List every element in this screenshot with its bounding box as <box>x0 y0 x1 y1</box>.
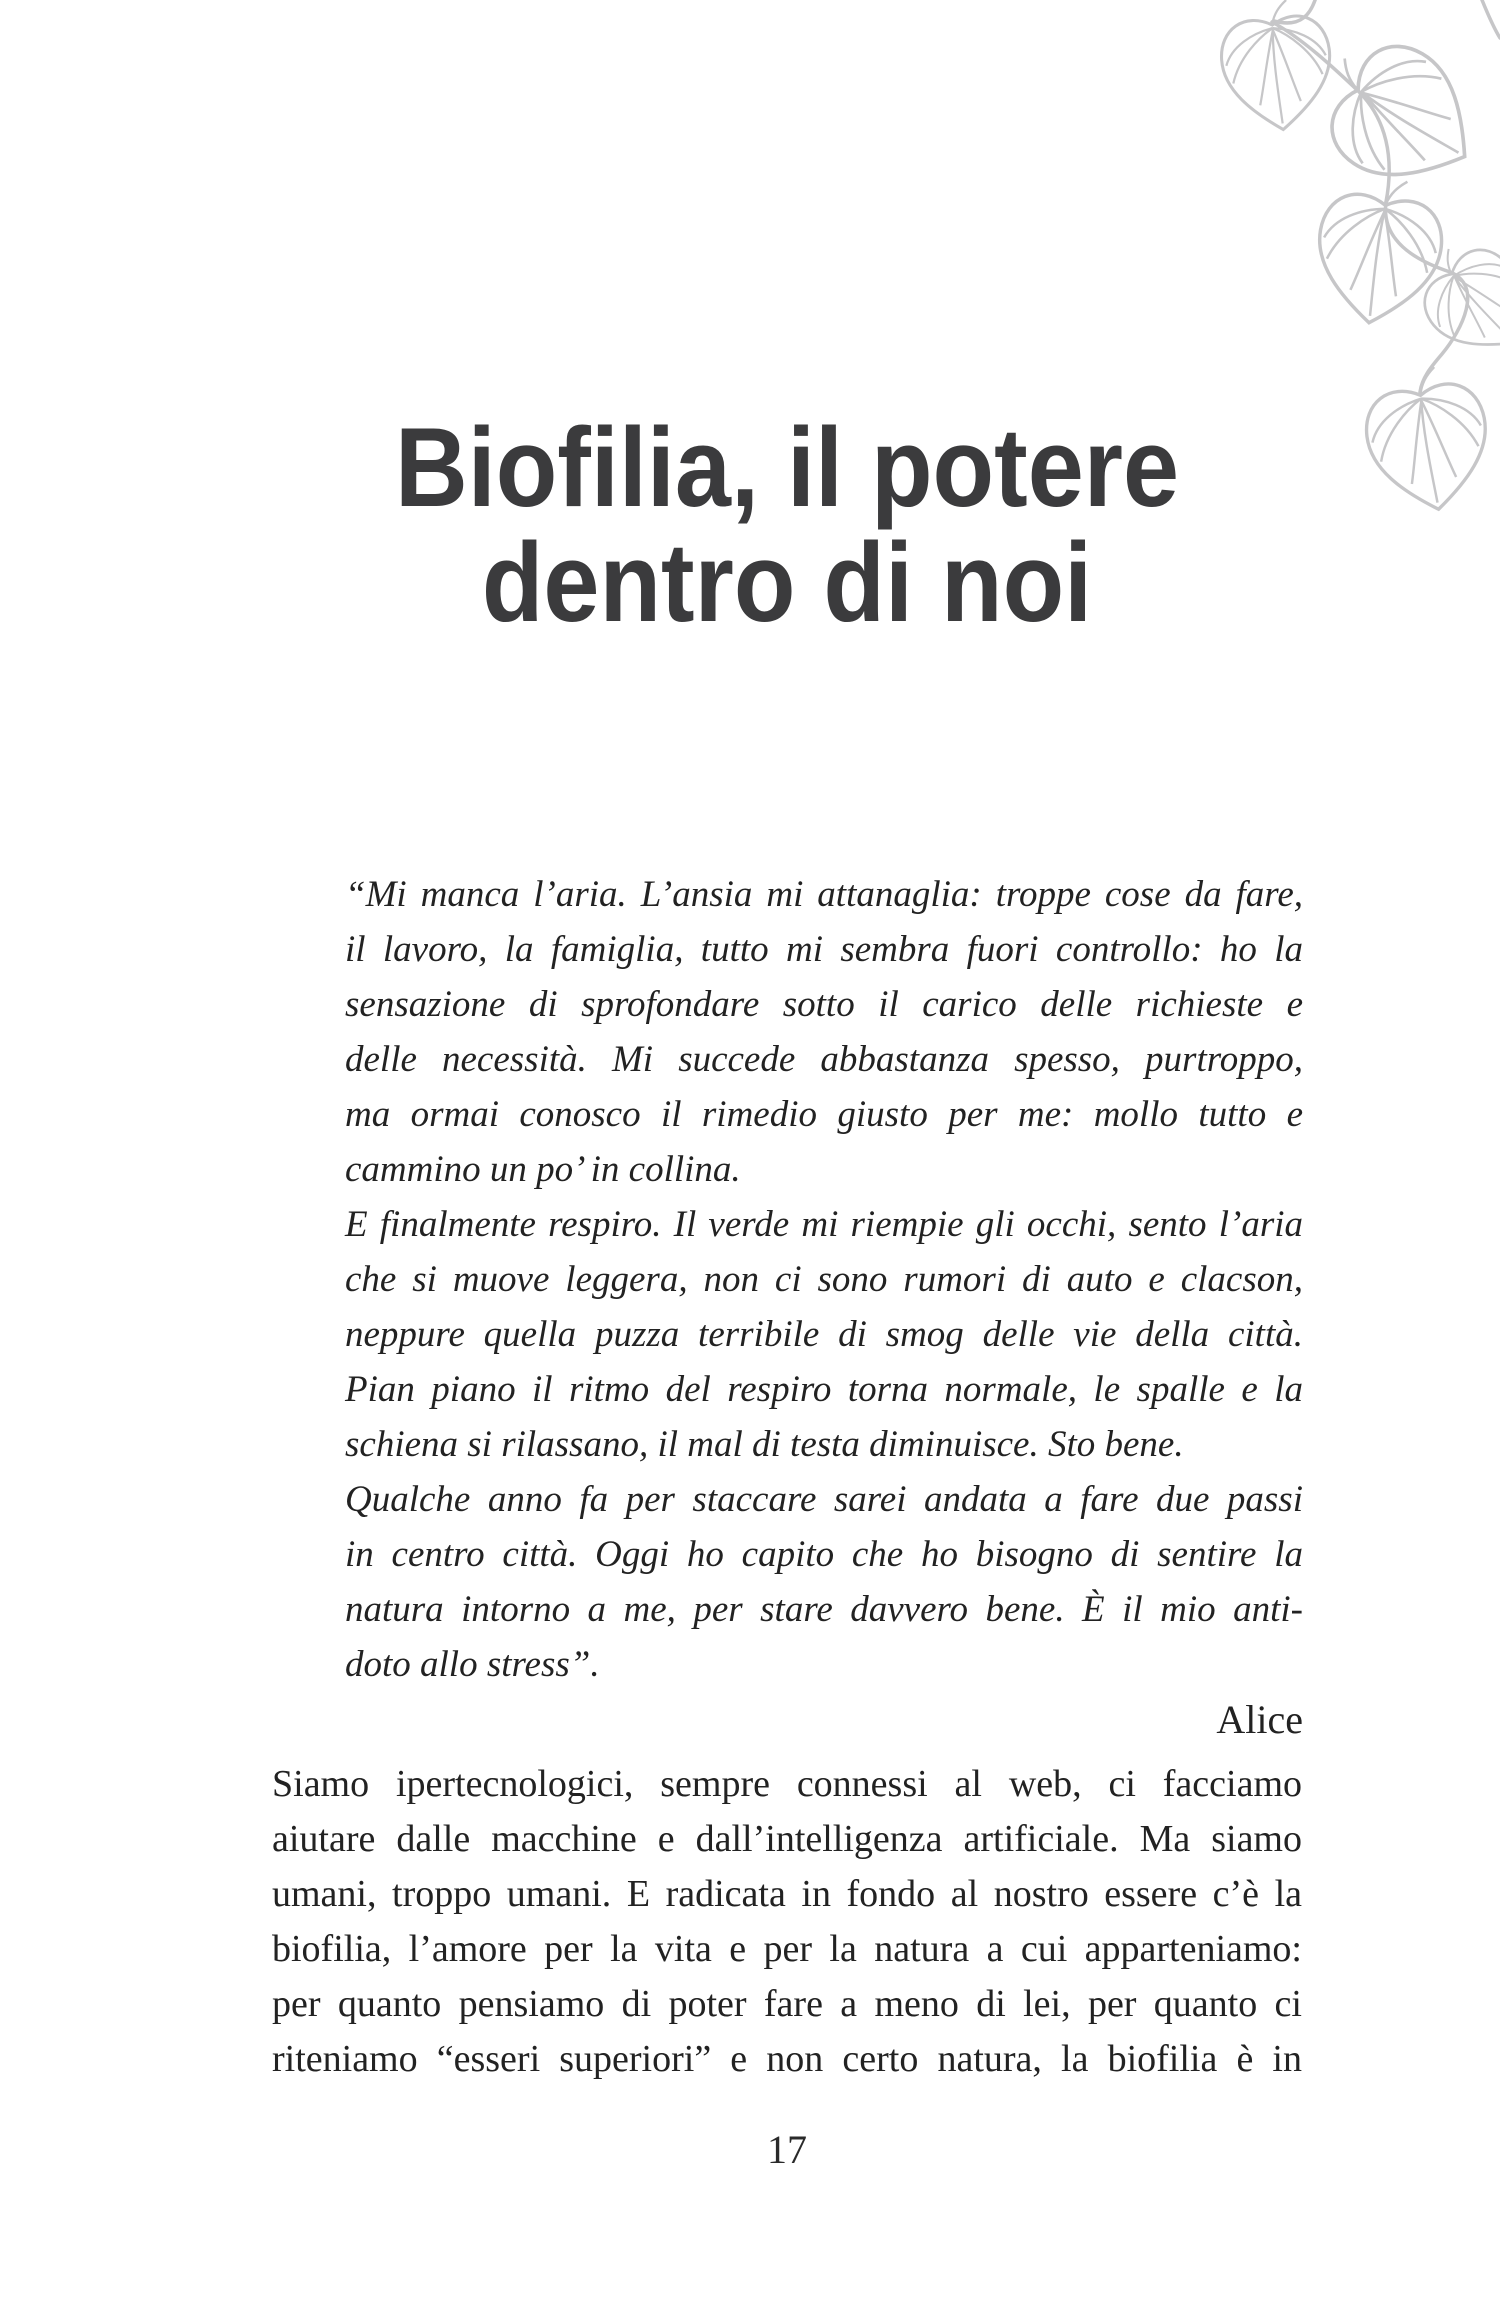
quote-line: cammino un po’ in collina. <box>345 1149 741 1190</box>
body-line: umani, troppo umani. E radicata in fondo al nostro essere c’è la <box>272 1873 1302 1915</box>
quote-line: doto allo stress”. <box>345 1644 600 1685</box>
quote-line: Qualche anno fa per staccare sarei andata a fare due passi <box>345 1479 1303 1520</box>
quote-line: natura intorno a me, per stare davvero bene. È il mio anti- <box>345 1589 1303 1630</box>
quote-line: “Mi manca l’aria. L’ansia mi attanaglia: troppe cose da fare, <box>345 874 1303 915</box>
chapter-title-line-1: Biofilia, il potere <box>394 405 1180 531</box>
body-line: Siamo ipertecnologici, sempre connessi al web, ci facciamo <box>272 1763 1302 1805</box>
page-number: 17 <box>767 2127 807 2172</box>
leaf-icon <box>1300 20 1499 211</box>
leaf-icon <box>1216 0 1337 135</box>
body-line: aiutare dalle macchine e dall’intelligenza artificiale. Ma siamo <box>272 1818 1302 1860</box>
quote-line: Pian piano il ritmo del respiro torna normale, le spalle e la <box>345 1369 1303 1410</box>
quote-line: il lavoro, la famiglia, tutto mi sembra fuori controllo: ho la <box>345 929 1303 970</box>
quote-line: ma ormai conosco il rimedio giusto per me: mollo tutto e <box>345 1094 1303 1135</box>
body-line: riteniamo “esseri superiori” e non certo natura, la biofilia è in <box>272 2038 1302 2080</box>
quote-line: sensazione di sprofondare sotto il carico delle richieste e <box>345 984 1303 1025</box>
quote-line: in centro città. Oggi ho capito che ho bisogno di sentire la <box>345 1534 1303 1575</box>
leaf-icon <box>1402 227 1500 375</box>
body-line: biofilia, l’amore per la vita e per la natura a cui apparteniamo: <box>272 1928 1302 1970</box>
quote-line: delle necessità. Mi succede abbastanza spesso, purtroppo, <box>345 1039 1303 1080</box>
body-line: per quanto pensiamo di poter fare a meno di lei, per quanto ci <box>272 1983 1302 2025</box>
vine-stem <box>1272 0 1500 392</box>
quote-attribution: Alice <box>1216 1697 1303 1742</box>
quote-line: neppure quella puzza terribile di smog delle vie della città. <box>345 1314 1303 1355</box>
chapter-title-line-2: dentro di noi <box>481 520 1093 646</box>
leaf-icon <box>1358 361 1497 519</box>
chapter-title <box>337 405 1237 646</box>
leaf-icon <box>1309 171 1450 331</box>
quote-line: E finalmente respiro. Il verde mi riempie gli occhi, sento l’aria <box>345 1204 1303 1245</box>
body-paragraph <box>272 1757 1302 2087</box>
quote-line: che si muove leggera, non ci sono rumori di auto e clacson, <box>345 1259 1303 1300</box>
quote-line: schiena si rilassano, il mal di testa diminuisce. Sto bene. <box>345 1424 1184 1465</box>
testimonial-quote <box>345 867 1303 1747</box>
